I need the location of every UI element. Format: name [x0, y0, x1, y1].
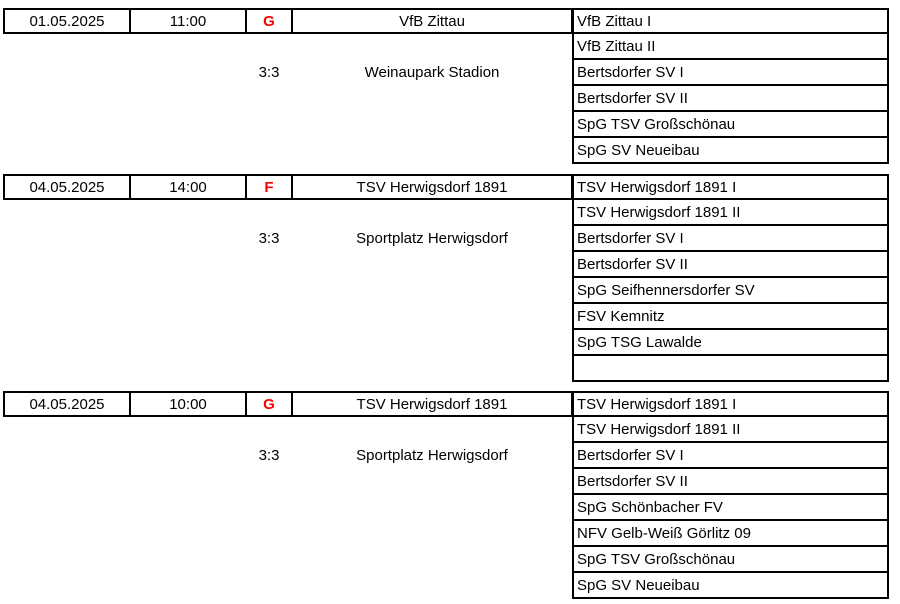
team-cell: SpG SV Neueibau: [572, 138, 889, 164]
match-host: TSV Herwigsdorf 1891: [291, 391, 573, 417]
match-date: 01.05.2025: [3, 8, 131, 34]
match-host: VfB Zittau: [291, 8, 573, 34]
team-cell: Bertsdorfer SV II: [572, 469, 889, 495]
match-score: 3:3: [258, 447, 280, 464]
team-cell: Bertsdorfer SV I: [572, 60, 889, 86]
team-cell: TSV Herwigsdorf 1891 I: [572, 391, 889, 417]
team-cell: Bertsdorfer SV I: [572, 226, 889, 252]
team-cell: SpG TSV Großschönau: [572, 112, 889, 138]
team-cell: TSV Herwigsdorf 1891 II: [572, 417, 889, 443]
team-list: [572, 174, 889, 382]
team-cell: [572, 356, 889, 382]
team-cell: Bertsdorfer SV I: [572, 443, 889, 469]
match-venue: Sportplatz Herwigsdorf: [356, 447, 508, 464]
team-cell: TSV Herwigsdorf 1891 II: [572, 200, 889, 226]
match-type: G: [245, 391, 293, 417]
team-cell: SpG SV Neueibau: [572, 573, 889, 599]
team-cell: Bertsdorfer SV II: [572, 252, 889, 278]
team-cell: SpG TSV Großschönau: [572, 547, 889, 573]
team-cell: VfB Zittau I: [572, 8, 889, 34]
team-cell: SpG Schönbacher FV: [572, 495, 889, 521]
match-date: 04.05.2025: [3, 391, 131, 417]
match-type: F: [245, 174, 293, 200]
team-cell: FSV Kemnitz: [572, 304, 889, 330]
team-list: [572, 8, 889, 164]
match-score: 3:3: [258, 64, 280, 81]
match-time: 14:00: [129, 174, 247, 200]
match-host: TSV Herwigsdorf 1891: [291, 174, 573, 200]
match-venue: Weinaupark Stadion: [364, 64, 500, 81]
team-cell: Bertsdorfer SV II: [572, 86, 889, 112]
match-date: 04.05.2025: [3, 174, 131, 200]
team-cell: TSV Herwigsdorf 1891 I: [572, 174, 889, 200]
match-type: G: [245, 8, 293, 34]
match-score: 3:3: [258, 230, 280, 247]
team-list: [572, 391, 889, 599]
team-cell: SpG TSG Lawalde: [572, 330, 889, 356]
team-cell: NFV Gelb-Weiß Görlitz 09: [572, 521, 889, 547]
match-time: 11:00: [129, 8, 247, 34]
team-cell: VfB Zittau II: [572, 34, 889, 60]
match-time: 10:00: [129, 391, 247, 417]
team-cell: SpG Seifhennersdorfer SV: [572, 278, 889, 304]
match-venue: Sportplatz Herwigsdorf: [356, 230, 508, 247]
